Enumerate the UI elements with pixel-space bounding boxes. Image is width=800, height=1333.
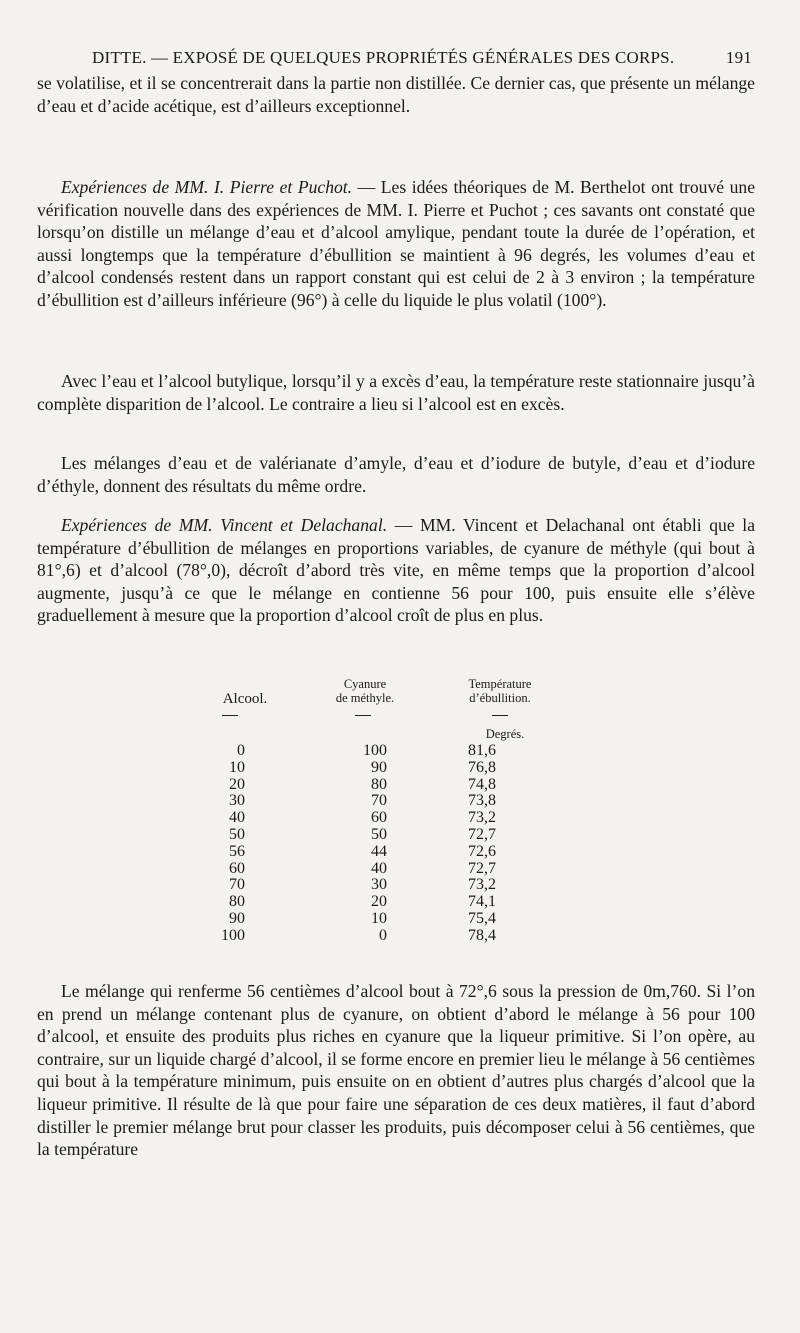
col-header-temperature-line2: d’ébullition. [469, 691, 531, 705]
paragraph-vincent-delachanal [37, 514, 755, 627]
table-cell-temperature: 73,2 [468, 876, 496, 894]
table-cell-temperature: 78,4 [468, 926, 496, 944]
table-cell-cyanure: 20 [371, 893, 387, 911]
paragraph-pierre-puchot [37, 176, 755, 312]
paragraph-text: Le mélange qui renferme 56 centièmes d’alcool bout à 72°,6 sous la pression de 0m,760. Si l’on en prend un mélange contenant plus de cyanure, on obtient d’abord le mélange à 56 pour 100 d’alcool, et ensuite des produits plus riches en cyanure que la liqueur primitive. Si l’on opère, au contraire, sur un liquide chargé d’alcool, il se forme encore en premier lieu le mélange à 56 centièmes qui bout à la température minimum, puis ensuite on en obtient d’autres plus chargés d’alcool que la liqueur primitive. Il résulte de là que pour faire une séparation de ces deux matières, il faut d’abord distiller le premier mélange brut pour classer les produits, puis décomposer celui à 56 centièmes, que la température [37, 981, 755, 1160]
col-divider-dash [355, 715, 371, 716]
table-cell-cyanure: 90 [371, 758, 387, 776]
table-cell-cyanure: 80 [371, 775, 387, 793]
paragraph-melange-56 [37, 980, 755, 1161]
col-header-temperature [440, 677, 560, 705]
table-cell-alcool: 90 [229, 909, 245, 927]
table-cell-cyanure: 60 [371, 809, 387, 827]
column-cyanure [347, 743, 387, 945]
table-cell-alcool: 20 [229, 775, 245, 793]
paragraph-continuation [37, 72, 755, 117]
table-cell-temperature: 72,7 [468, 859, 496, 877]
table-cell-alcool: 100 [221, 926, 245, 944]
table-cell-temperature: 72,7 [468, 825, 496, 843]
paragraph-melanges [37, 452, 755, 497]
table-cell-alcool: 50 [229, 825, 245, 843]
paragraph-body [37, 176, 755, 312]
table-cell-alcool: 30 [229, 792, 245, 810]
col-header-temperature-line1: Température [468, 677, 532, 691]
paragraph-butylique [37, 370, 755, 415]
table-cell-alcool: 80 [229, 893, 245, 911]
data-table [0, 675, 800, 965]
table-cell-temperature: 74,1 [468, 893, 496, 911]
table-cell-cyanure: 100 [363, 742, 387, 759]
paragraph-text: se volatilise, et il se concentrerait dans la partie non distillée. Ce dernier cas, que présente un mélange d’eau et d’acide acétique, est d’ailleurs exceptionnel. [37, 73, 755, 116]
table-cell-alcool: 40 [229, 809, 245, 827]
table-cell-temperature: 73,2 [468, 809, 496, 827]
table-cell-cyanure: 10 [371, 909, 387, 927]
table-cell-alcool: 60 [229, 859, 245, 877]
table-cell-temperature: 73,8 [468, 792, 496, 810]
table-cell-temperature: 76,8 [468, 758, 496, 776]
unit-label: Degrés. [485, 727, 525, 741]
table-cell-cyanure: 30 [371, 876, 387, 894]
table-cell-temperature: 81,6 [468, 742, 496, 759]
section-heading: Expériences de MM. Vincent et Delachanal. [61, 515, 388, 535]
table-cell-cyanure: 50 [371, 825, 387, 843]
table-cell-alcool: 56 [229, 842, 245, 860]
table-cell-temperature: 74,8 [468, 775, 496, 793]
running-title: DITTE. — EXPOSÉ DE QUELQUES PROPRIÉTÉS GÉNÉRALES DES CORPS. [92, 48, 675, 67]
col-header-cyanure-line2: de méthyle. [335, 691, 395, 705]
paragraph-text: — Les idées théoriques de M. Berthelot ont trouvé une vérification nouvelle dans des expériences de MM. I. Pierre et Puchot ; ces savants ont constaté que lorsqu’on distille un mélange d’eau et d’alcool amylique, pendant toute la durée de l’opération, et aussi longtemps que la température d’ébullition se maintient à 96 degrés, les volumes d’eau et d’alcool condensés restent dans un rapport constant qui est celui de 2 à 3 environ ; la température d’ébullition est d’ailleurs inférieure (96°) à celle du liquide le plus volatil (100°). [37, 177, 756, 310]
table-cell-cyanure: 70 [371, 792, 387, 810]
table-cell-alcool: 0 [237, 742, 245, 759]
paragraph-body [37, 514, 755, 627]
section-heading: Expériences de MM. I. Pierre et Puchot. [61, 177, 353, 197]
table-cell-cyanure: 0 [379, 926, 387, 944]
paragraph-text: Avec l’eau et l’alcool butylique, lorsqu’il y a excès d’eau, la température reste stationnaire jusqu’à complète disparition de l’alcool. Le contraire a lieu si l’alcool est en excès. [37, 371, 755, 414]
column-temperature [468, 743, 528, 945]
column-alcool [205, 743, 245, 945]
col-header-alcool: Alcool. [222, 691, 268, 707]
col-divider-dash [492, 715, 508, 716]
col-header-cyanure-line1: Cyanure [343, 677, 387, 691]
table-cell-cyanure: 44 [371, 842, 387, 860]
table-cell-temperature: 72,6 [468, 842, 496, 860]
table-cell-alcool: 10 [229, 758, 245, 776]
paragraph-text: — MM. Vincent et Delachanal ont établi que la température d’ébullition de mélanges en proportions variables, de cyanure de méthyle (qui bout à 81°,6) et d’alcool (78°,0), décroît d’abord très vite, en même temps que la proportion d’alcool augmente, jusqu’à ce que le mélange en contienne 56 pour 100, puis ensuite elle s’élève graduellement à mesure que la proportion d’alcool croît de plus en plus. [37, 515, 755, 626]
col-divider-dash [222, 715, 238, 716]
page-number: 191 [725, 48, 752, 67]
col-header-cyanure [310, 677, 420, 705]
paragraph-text: Les mélanges d’eau et de valérianate d’amyle, d’eau et d’iodure de butyle, d’eau et d’iodure d’éthyle, donnent des résultats du même ordre. [37, 453, 755, 496]
table-cell-cyanure: 40 [371, 859, 387, 877]
table-cell-alcool: 70 [229, 876, 245, 894]
table-cell-temperature: 75,4 [468, 909, 496, 927]
